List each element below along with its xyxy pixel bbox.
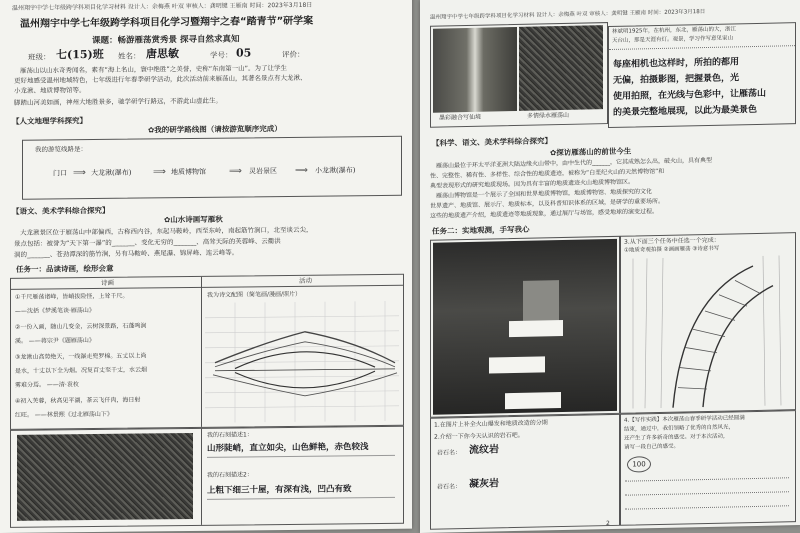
stone-description-1-label: 我的石刻描述1：: [207, 431, 253, 439]
name-label: 姓名：: [118, 51, 141, 61]
route-arrow-icon: ⟹: [73, 168, 86, 179]
route-arrow-icon: ⟹: [229, 166, 242, 177]
stone-bridge-sketch[interactable]: [623, 255, 793, 411]
writing-prompt-1: 4.【写作实践】本次雁荡山春季研学活动已经圆满: [624, 415, 745, 424]
rock-name-label: 岩石名：: [437, 449, 462, 457]
poem-line-1: ①千尺雁荡诸峰，皆峭拔险怪，上耸千尺。: [15, 292, 129, 301]
writing-prompt-4: 请写一段自己的感受。: [624, 443, 680, 451]
mountain-sketch-drawing[interactable]: [205, 301, 399, 423]
label-box-2[interactable]: [489, 356, 545, 373]
rock-question-box: [430, 414, 620, 530]
handwritten-line-1[interactable]: 每座相机也这样时，所拍的都用: [613, 57, 740, 70]
task-one-heading: 任务一：品读诗画，绘形会意: [16, 263, 114, 274]
waterfall-photo: [433, 27, 517, 113]
poem-para-2: 景点包括：被誉为“天下第一瀑”的_______、变化无穷的_______、高耸天际的芙蓉峰、云衢洪: [14, 237, 281, 248]
route-stop-4[interactable]: 灵岩景区: [249, 167, 277, 176]
stone-description-1[interactable]: 山形陡峭，直立如尖，山色鲜艳，赤色较浅: [207, 442, 369, 454]
lesson-topic: 课题：畅游雁荡赏秀景 探寻自然求真知: [92, 34, 240, 47]
landscape-photos-frame: [430, 22, 608, 128]
section-chinese-art: 【语文、美术学科综合探究】: [12, 205, 110, 216]
question-1: 1.在图片上补全火山爆发和地质改造的分期: [434, 419, 548, 429]
poem-line-6: 是水，十丈以下全为烟。况复百丈至千丈，水云烟: [15, 366, 148, 375]
intro-line-3: 小龙湫、地质博物馆等。: [14, 86, 86, 95]
note-printed-line-1: 林斌明1925年，在杭州，东北，雁荡山的大，浙江: [612, 26, 736, 35]
question-2: 2.介绍一下你今天认识的岩石吧。: [434, 431, 524, 441]
poem-activity-table: [10, 274, 404, 430]
right-worksheet-page: [420, 0, 800, 533]
route-heading: ✿我的研学路线图（请按游览顺序完成）: [148, 124, 282, 135]
science-para-4: 雁荡山博物馆是一个展示了全国和世界地质博物馆，地质博物馆、地质探究的文化: [436, 188, 653, 200]
route-stop-3[interactable]: 地质博物馆: [171, 167, 206, 177]
science-para-5: 世界遗产、地质馆、展示厅、地质标本，以及科普知识体系的区域，是研学的重要场所。: [430, 197, 665, 210]
page-number: 2: [606, 520, 610, 528]
volcano-exhibit-photo: [433, 239, 617, 415]
task-three-options: ①地质奇观拍摄 ②画画雁荡 ③诗意书写: [624, 245, 720, 254]
intro-line-4: 脚踏山河美如画，神州大地胜景多，驰学研学行路远，不游此山虚此生。: [14, 96, 222, 107]
poem-line-5: ③龙湫山高势绝天，一线瀑走兜罗棉。五丈以上尚: [15, 352, 147, 361]
science-para-3: 典型表现形式的研究地质现场。因为具有丰富的地质遗迹火山地质博物馆区。: [430, 178, 635, 190]
flower-icon: ✿: [164, 215, 171, 225]
writing-prompt-2: 结束，通过中，我们领略了优秀的自然风光，: [624, 424, 735, 433]
rock-name-answer[interactable]: 流纹岩: [469, 444, 499, 456]
poem-line-3: ②一份入画，随山几变金，云树深景路，石蓬鸣涧: [15, 322, 147, 331]
intro-line-2: 更好地感受温州地域特色，七年级进行年春季研学活动，此次活动前来雁荡山，其著名景点有大龙湫、: [14, 73, 307, 85]
rock-name-2-label: 岩石名：: [437, 483, 462, 491]
writing-practice-box: [620, 410, 796, 526]
science-para-1: 雁荡山最位于环太平洋亚洲大陆边缘火山带中，由中生代的______，它其成熟怎么出，破火山，具有典型: [436, 156, 713, 170]
label-box-1[interactable]: [509, 320, 563, 337]
column-activity-header: 活动: [299, 276, 312, 285]
section-science-chinese-art: 【科学、语文、美术学科综合探究】: [432, 136, 552, 148]
task-three-drawing-box: [620, 232, 796, 414]
photo-2-caption: 多情绿水雁荡山: [527, 111, 570, 120]
section-geography: 【人文地理学科探究】: [12, 116, 87, 126]
handwritten-line-3[interactable]: 使用拍照，在光线与色彩中，让雁荡山: [613, 88, 767, 102]
rock-texture-photo: [17, 433, 193, 521]
handwritten-line-2[interactable]: 无偏，拍摄影图，把握景色，光: [613, 73, 740, 86]
student-id-label: 学号：: [210, 50, 233, 60]
worksheet-title: 温州翔宇中学七年级跨学科项目化学习暨翔宇之春“踏青节”研学案: [20, 15, 314, 30]
route-stop-5[interactable]: 小龙湫(瀑布): [315, 166, 356, 175]
intro-line-1: 雁荡山以山水奇秀闻名，素有“海上名山，寰中绝胜”之美誉，史称“东南第一山”。为了让学生: [20, 63, 287, 75]
score-circle: 100: [627, 456, 651, 473]
flower-icon: ✿: [550, 148, 557, 158]
left-header-line: 温州翔宇中学七年级跨学科项目化学习材料 设计人：余梅燕 叶双 审核人：龚明键 王雁南 时间：2023年3月18日: [12, 1, 313, 12]
task-two-heading: 任务二：实地观测，手写我心: [432, 224, 530, 236]
rock-name-2-answer[interactable]: 凝灰岩: [469, 478, 499, 490]
science-para-6: 这些的地质遗产介绍，地质遗迹等地质现象，通过展厅与场馆，感受地球的演变过程。: [430, 208, 659, 220]
right-header-line: 温州翔宇中学七年级跨学科项目化学习材料 设计人：余梅燕 叶双 审核人：龚明键 王雁南 时间：2023年3月18日: [430, 9, 706, 21]
activity-prompt: 我为诗文配图（简笔画/漫画/照片）: [207, 290, 302, 299]
class-label: 班级：: [28, 52, 51, 62]
green-hill-photo: [519, 25, 603, 111]
poem-para-3: 洞的_______、苍劲潭深的筋竹涧，另有马鞍岭、燕尾瀑、锦屏峰、连云峰等。: [14, 248, 239, 259]
task-three-prompt: 3.从下面三个任务中任选一个完成：: [624, 236, 720, 246]
label-box-3[interactable]: [505, 392, 561, 409]
route-map-box: [22, 136, 402, 200]
poem-line-7: 雾难分焉。 ——清·袁枚: [15, 381, 79, 389]
poem-line-2: ——沈括《梦溪笔谈·雁荡山》: [15, 307, 95, 315]
column-poem-header: 诗画: [101, 278, 114, 287]
flower-icon: ✿: [148, 125, 155, 135]
class-value[interactable]: 七(15)班: [56, 47, 104, 62]
stone-description-2-label: 我的石刻描述2：: [207, 471, 253, 479]
route-stop-1[interactable]: 门口: [53, 169, 67, 178]
evaluation-label: 评价：: [282, 49, 305, 60]
poem-line-9: 红旺。 ——林景熙《过北雁荡山下》: [15, 410, 113, 419]
route-arrow-icon: ⟹: [153, 167, 166, 178]
route-prompt: 我的游览线路是：: [35, 145, 87, 154]
poem-heading: ✿山水诗画写雁秋: [164, 214, 223, 225]
science-para-2: 性、完整性、稀有性、多样性、综合性的地质遗迹，被称为“白垩纪火山的天然博物馆”和: [430, 167, 665, 180]
student-id-value[interactable]: 05: [236, 46, 252, 60]
stone-description-2[interactable]: 上粗下细三十屋，有深有浅，凹凸有致: [207, 484, 352, 496]
writing-prompt-3: 还产生了许多新奇的感受。对于本次活动，: [624, 433, 729, 442]
poem-line-4: 溪。 ——蒋宗尹《题雁荡山》: [15, 337, 95, 345]
science-heading: ✿探访雁荡山的前世今生: [550, 146, 632, 158]
photo-1-caption: 墨彩融合写仙境: [439, 113, 482, 122]
route-arrow-icon: ⟹: [295, 165, 308, 176]
handwritten-line-4[interactable]: 的美景完整地展现，以此为最美景色: [613, 104, 758, 118]
note-printed-line-2: 天台山，那是天涯有灯。观景，学习作写意见家山: [612, 35, 734, 44]
name-value[interactable]: 唐思敏: [146, 47, 179, 61]
route-stop-2[interactable]: 大龙湫(瀑布): [91, 168, 132, 178]
stone-carving-section: [10, 426, 404, 528]
poem-line-8: ④初入芙蓉，秋高见平湖，茶云飞仟肉，海日射: [15, 396, 141, 405]
handwritten-note-grid: [608, 22, 796, 128]
volcano-exhibit-frame: [430, 236, 620, 418]
poem-para-1: 大龙湫景区位于雁荡山中部偏西，古称西内谷，东起马鞍岭，西至东岭，南起筋竹涧口，北至谈云尖，: [20, 225, 313, 237]
